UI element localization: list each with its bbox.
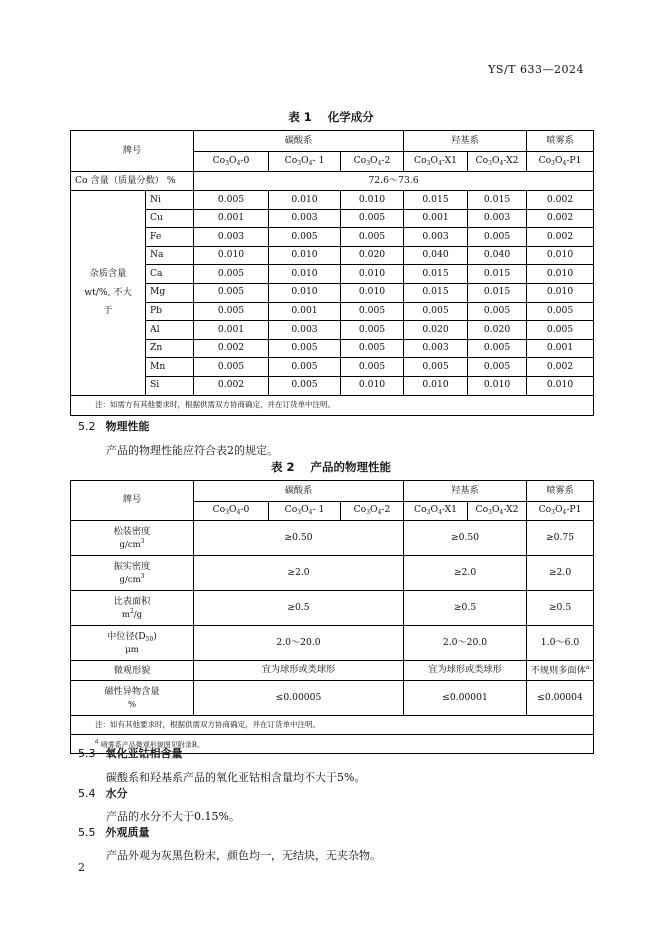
- impurity-value: 0.005: [269, 358, 341, 377]
- unit-text: g/cm: [119, 575, 141, 586]
- impurity-value: 0.020: [404, 321, 468, 340]
- property-value: [404, 681, 527, 716]
- property-name-text: 磁性异物含量: [104, 686, 160, 698]
- grade-code: $Co_3O_4-2$: [353, 504, 391, 517]
- impurity-value: 0.010: [341, 283, 404, 302]
- impurity-value: 0.001: [194, 209, 269, 228]
- unit-text: %: [127, 699, 137, 710]
- grade-code: $Co_3O_4-0$: [212, 504, 250, 517]
- impurity-value: 0.015: [404, 265, 468, 284]
- grade-header: [194, 152, 269, 172]
- property-name-after: ): [153, 630, 157, 642]
- grade-header: [527, 502, 594, 521]
- impurity-value: 0.005: [341, 358, 404, 377]
- grade-header: [341, 152, 404, 172]
- impurity-value: 0.002: [527, 191, 594, 210]
- impurity-value: 0.005: [269, 339, 341, 358]
- section-5-5-heading: [78, 824, 150, 840]
- section-title: 外观质量: [105, 826, 150, 839]
- impurity-value: 0.010: [269, 283, 341, 302]
- table-row: [71, 191, 594, 210]
- section-5-3-text: 碳酸系和羟基系产品的氧化亚钴相含量均不大于5%。: [106, 771, 366, 784]
- chemical-composition-table: [70, 130, 594, 416]
- unit-sup: 3: [140, 538, 145, 546]
- table1-number: 表 1: [288, 110, 312, 124]
- table2-number: 表 2: [270, 460, 295, 474]
- grade-code: $Co_3O_4-P1$: [538, 504, 582, 517]
- element-symbol: Cu: [146, 209, 194, 228]
- impurity-value: 0.005: [527, 321, 594, 340]
- property-name: [71, 595, 193, 608]
- element-symbol: Ca: [146, 265, 194, 284]
- table-row: [71, 283, 594, 302]
- value-text: 不规则多面体: [530, 664, 586, 676]
- value-text: ≥0.50: [450, 531, 480, 543]
- impurity-value: 0.010: [468, 376, 527, 395]
- footnote-text: 喷雾系产品微观形貌图见附录B。: [100, 740, 204, 749]
- impurity-label: [71, 191, 146, 396]
- impurity-value: 0.005: [194, 283, 269, 302]
- section-number: 5.2: [78, 420, 96, 433]
- impurity-value: 0.005: [527, 302, 594, 321]
- impurity-label-line: wt/%, 不大: [84, 286, 132, 298]
- grade-code: $Co_3O_4-X2$: [475, 504, 519, 517]
- value-text: ≥2.0: [548, 566, 572, 578]
- impurity-value: 0.005: [468, 228, 527, 247]
- table-row: [71, 302, 594, 321]
- section-5-3-heading: [78, 745, 183, 761]
- physical-properties-table: [70, 480, 594, 754]
- property-value: [194, 521, 404, 556]
- property-name-text: 中位径(D: [107, 630, 146, 642]
- grade-code: $Co_3O_4-X1$: [414, 154, 457, 167]
- group-carbonate: 碳酸系: [194, 131, 404, 152]
- impurity-value: 0.015: [468, 191, 527, 210]
- impurity-value: 0.003: [269, 209, 341, 228]
- impurity-value: 0.010: [341, 191, 404, 210]
- unit-text: μm: [125, 645, 139, 656]
- element-symbol: Pb: [146, 302, 194, 321]
- unit-text: g/cm: [119, 540, 141, 551]
- impurity-value: 0.001: [269, 302, 341, 321]
- property-label: [71, 626, 194, 661]
- impurity-value: 0.015: [404, 191, 468, 210]
- property-value: [404, 661, 527, 681]
- impurity-value: 0.002: [194, 376, 269, 395]
- grade-header: [404, 502, 468, 521]
- property-value: [404, 556, 527, 591]
- value-text: ≥0.75: [545, 531, 575, 543]
- table-row: [71, 358, 594, 377]
- table1-title: 化学成分: [327, 110, 374, 124]
- value-text: ≥0.50: [284, 531, 313, 543]
- impurity-value: 0.010: [527, 246, 594, 265]
- table-row: [71, 376, 594, 395]
- table-row: [71, 661, 594, 681]
- element-symbol: Mn: [146, 358, 194, 377]
- property-value: [194, 681, 404, 716]
- brand-header: 牌号: [71, 481, 194, 521]
- unit-sup: 2: [129, 608, 134, 616]
- value-text: 2.0～20.0: [276, 636, 321, 648]
- property-name: [71, 560, 193, 573]
- impurity-value: 0.005: [468, 302, 527, 321]
- property-value: [527, 591, 594, 626]
- impurity-value: 0.001: [527, 339, 594, 358]
- property-value: [527, 661, 594, 681]
- element-symbol: Zn: [146, 339, 194, 358]
- grade-code: $Co_3O_4-$ 1: [284, 504, 325, 517]
- property-name-text: 比表面积: [113, 595, 151, 607]
- impurity-value: 0.005: [404, 358, 468, 377]
- property-value: [404, 626, 527, 661]
- page-number: 2: [78, 861, 85, 874]
- value-text: 2.0～20.0: [442, 636, 488, 648]
- group-hydroxyl: 羟基系: [404, 131, 527, 152]
- unit-text: m: [121, 610, 130, 621]
- table-row: [71, 228, 594, 247]
- grade-header: [341, 502, 404, 521]
- impurity-value: 0.003: [269, 321, 341, 340]
- table-row: [71, 265, 594, 284]
- section-5-5-text: 产品外观为灰黑色粉末，颜色均一，无结块，无夹杂物。: [106, 849, 381, 862]
- property-name-text: 松装密度: [113, 525, 151, 537]
- impurity-value: 0.015: [468, 265, 527, 284]
- impurity-value: 0.010: [527, 376, 594, 395]
- impurity-value: 0.003: [194, 228, 269, 247]
- grade-code: $Co_3O_4-0$: [212, 154, 250, 167]
- grade-header: [269, 502, 341, 521]
- group-hydroxyl: 羟基系: [404, 481, 527, 502]
- impurity-label-line: 于: [103, 304, 113, 316]
- impurity-value: 0.005: [269, 376, 341, 395]
- value-text: ≥2.0: [287, 566, 310, 578]
- impurity-value: 0.020: [468, 321, 527, 340]
- value-text: ≥0.5: [287, 601, 310, 613]
- element-symbol: Si: [146, 376, 194, 395]
- impurity-value: 0.005: [341, 302, 404, 321]
- table-row: [71, 626, 594, 661]
- impurity-label-line: 杂质含量: [89, 268, 127, 280]
- table2-title: 产品的物理性能: [310, 460, 391, 474]
- impurity-value: 0.002: [527, 228, 594, 247]
- table-row: [71, 339, 594, 358]
- impurity-value: 0.040: [468, 246, 527, 265]
- table-row: [71, 321, 594, 340]
- value-text: ≥0.5: [548, 601, 572, 613]
- property-name: [71, 685, 193, 698]
- grade-code: $Co_3O_4-X1$: [414, 504, 457, 517]
- grade-code: $Co_3O_4-$ 1: [284, 154, 325, 167]
- property-value: [404, 521, 527, 556]
- property-label: [71, 521, 194, 556]
- element-symbol: Al: [146, 321, 194, 340]
- section-title: 物理性能: [105, 420, 150, 433]
- property-value: [404, 591, 527, 626]
- impurity-value: 0.001: [194, 321, 269, 340]
- property-label: [71, 591, 194, 626]
- impurity-value: 0.005: [194, 191, 269, 210]
- unit-after: /g: [133, 610, 143, 621]
- value-text: ≤0.00001: [442, 691, 488, 703]
- property-name-sub: 50: [145, 635, 154, 643]
- impurity-value: 0.002: [527, 358, 594, 377]
- grade-header: [404, 152, 468, 172]
- property-value: [194, 591, 404, 626]
- impurity-value: 0.005: [404, 302, 468, 321]
- property-unit: [71, 573, 193, 586]
- property-value: [527, 521, 594, 556]
- value-text: ≤0.00004: [537, 691, 583, 703]
- section-title: 氧化亚钴相含量: [105, 747, 183, 760]
- element-symbol: Fe: [146, 228, 194, 247]
- impurity-value: 0.005: [341, 228, 404, 247]
- section-title: 水分: [105, 787, 128, 800]
- group-spray: 喷雾系: [527, 481, 594, 502]
- section-5-2-heading: [78, 418, 150, 434]
- property-value: [527, 681, 594, 716]
- section-number: 5.4: [78, 787, 96, 800]
- grade-code: $Co_3O_4-P1$: [538, 154, 582, 167]
- property-name-text: 振实密度: [113, 560, 151, 572]
- impurity-value: 0.003: [404, 228, 468, 247]
- co-content-label: Co 含量（质量分数） %: [71, 172, 194, 191]
- value-text: ≤0.00005: [275, 691, 322, 703]
- grade-header: [269, 152, 341, 172]
- property-label: [71, 661, 194, 681]
- impurity-value: 0.010: [341, 376, 404, 395]
- group-carbonate: 碳酸系: [194, 481, 404, 502]
- grade-code: $Co_3O_4-2$: [353, 154, 391, 167]
- element-symbol: Ni: [146, 191, 194, 210]
- impurity-value: 0.005: [194, 302, 269, 321]
- impurity-value: 0.010: [269, 191, 341, 210]
- section-5-4-heading: [78, 785, 128, 801]
- impurity-value: 0.005: [194, 358, 269, 377]
- doc-code: YS/T 633—2024: [488, 63, 584, 76]
- impurity-value: 0.005: [341, 321, 404, 340]
- impurity-value: 0.005: [468, 358, 527, 377]
- group-spray: 喷雾系: [527, 131, 594, 152]
- element-symbol: Na: [146, 246, 194, 265]
- table-row: [71, 209, 594, 228]
- impurity-value: 0.005: [341, 209, 404, 228]
- impurity-value: 0.010: [269, 246, 341, 265]
- impurity-value: 0.005: [341, 339, 404, 358]
- property-value: [527, 556, 594, 591]
- section-number: 5.3: [78, 747, 96, 760]
- impurity-value: 0.010: [269, 265, 341, 284]
- element-symbol: Mg: [146, 283, 194, 302]
- table-row: [71, 681, 594, 716]
- impurity-value: 0.005: [194, 265, 269, 284]
- table1-caption: [0, 109, 662, 125]
- table-row: [71, 556, 594, 591]
- impurity-value: 0.010: [341, 265, 404, 284]
- value-text: 宜为球形或类球形: [261, 664, 336, 676]
- impurity-value: 0.010: [527, 265, 594, 284]
- section-5-2-text: 产品的物理性能应符合表2的规定。: [106, 444, 278, 457]
- table-row: [71, 521, 594, 556]
- property-value: [194, 556, 404, 591]
- unit-sup: 3: [140, 573, 145, 581]
- impurity-value: 0.020: [341, 246, 404, 265]
- property-name: [71, 525, 193, 538]
- section-5-4-text: 产品的水分不大于0.15%。: [106, 810, 240, 823]
- value-text: ≥2.0: [453, 566, 477, 578]
- grade-header: [468, 152, 527, 172]
- grade-header: [468, 502, 527, 521]
- value-text: 宜为球形或类球形: [428, 664, 502, 676]
- property-label: [71, 681, 194, 716]
- impurity-value: 0.010: [404, 376, 468, 395]
- impurity-value: 0.002: [194, 339, 269, 358]
- impurity-value: 0.040: [404, 246, 468, 265]
- impurity-value: 0.005: [269, 228, 341, 247]
- table-row: [71, 591, 594, 626]
- grade-header: [527, 152, 594, 172]
- property-unit: [71, 699, 193, 711]
- impurity-value: 0.005: [468, 339, 527, 358]
- property-value: [194, 626, 404, 661]
- impurity-value: 0.003: [468, 209, 527, 228]
- value-text: 1.0～6.0: [540, 636, 580, 648]
- property-unit: [71, 644, 193, 656]
- impurity-value: 0.001: [404, 209, 468, 228]
- grade-code: $Co_3O_4-X2$: [475, 154, 519, 167]
- property-unit: [71, 538, 193, 551]
- impurity-value: 0.015: [404, 283, 468, 302]
- footnote-mark: a: [95, 737, 99, 745]
- table2-note: 注：如有其他要求时，根据供需双方协商确定，并在订货单中注明。: [71, 716, 594, 735]
- co-content-value: 72.6～73.6: [194, 172, 594, 191]
- table1-note: 注：如需方有其他要求时，根据供需双方协商确定，并在订货单中注明。: [71, 395, 594, 415]
- property-label: [71, 556, 194, 591]
- property-name: [71, 664, 193, 677]
- value-text: ≥0.5: [453, 601, 477, 613]
- table2-caption: [0, 459, 662, 475]
- footnote-ref: a: [585, 663, 590, 671]
- property-unit: [71, 608, 193, 621]
- impurity-value: 0.010: [527, 283, 594, 302]
- impurity-value: 0.010: [194, 246, 269, 265]
- grade-header: [194, 502, 269, 521]
- property-value: [527, 626, 594, 661]
- impurity-value: 0.015: [468, 283, 527, 302]
- property-name-text: 微观形貌: [113, 664, 151, 676]
- impurity-value: 0.003: [404, 339, 468, 358]
- impurity-value: 0.002: [527, 209, 594, 228]
- property-value: [194, 661, 404, 681]
- section-number: 5.5: [78, 826, 96, 839]
- property-name: [71, 630, 193, 645]
- table-row: [71, 246, 594, 265]
- brand-header: 牌号: [71, 131, 194, 172]
